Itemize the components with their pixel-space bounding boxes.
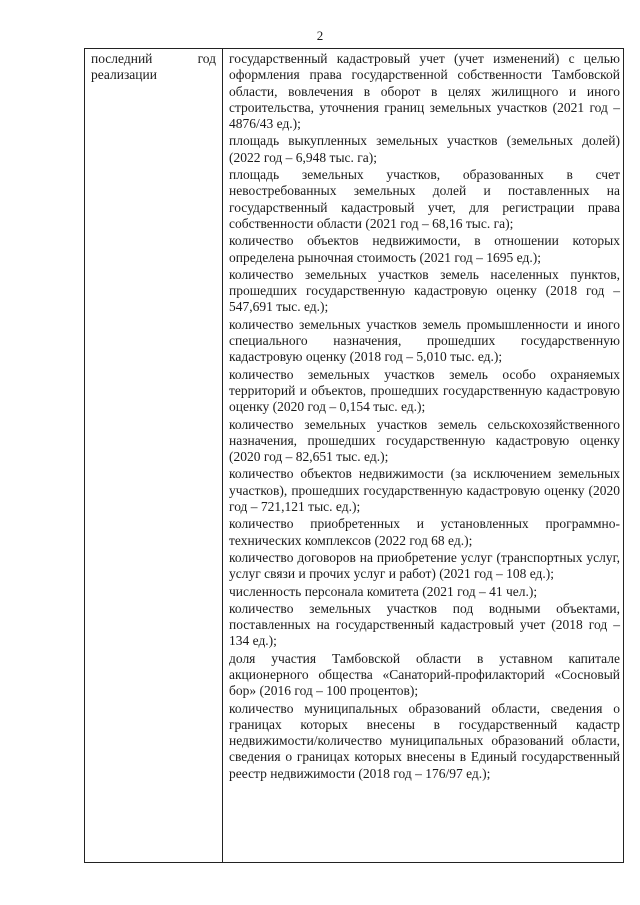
indicator-item: количество муниципальных образований области, сведения о границах которых внесены в государственный кадастр недвижимости/количество муниципальных образований области, сведения о границах которых внесены в Единый государственный реестр недвижимости (2018 год – 176/97 ед.); [229,700,620,781]
indicator-item: количество объектов недвижимости (за исключением земельных участков), прошедших государственную кадастровую оценку (2020 год – 721,121 тыс. ед.); [229,466,620,515]
period-label-word-last: последний [91,51,153,66]
period-label-word-implementation: реализации [91,67,157,82]
indicator-item: количество договоров на приобретение услуг (транспортных услуг, услуг связи и прочих услуг и работ) (2021 год – 108 ед.); [229,549,620,582]
indicator-item: количество земельных участков земель сельскохозяйственного назначения, прошедших государственную кадастровую оценку (2020 год – 82,651 тыс. ед.); [229,416,620,465]
indicator-item: государственный кадастровый учет (учет изменений) с целью оформления права государственной собственности Тамбовской области, вовлечения в оборот в целях жилищного и иного строительства, уточнения границ земельных участков (2021 год – 4876/43 ед.); [229,51,620,132]
period-label-line [91,51,216,67]
period-label-cell [85,49,222,83]
indicator-item: площадь земельных участков, образованных в счет невостребованных земельных долей и поставленных на государственный кадастровый учет, для регистрации права собственности области (2021 год – 68,16 тыс. га); [229,167,620,231]
indicator-item: количество земельных участков земель населенных пунктов, прошедших государственную кадастровую оценку (2018 год – 547,691 тыс. ед.); [229,266,620,315]
indicators-cell [223,49,624,782]
indicator-item: площадь выкупленных земельных участков (земельных долей) (2022 год – 6,948 тыс. га); [229,133,620,165]
indicator-item: количество приобретенных и установленных программно-технических комплексов (2022 год 68 ед.); [229,516,620,548]
program-passport-table [84,48,624,863]
indicator-item: количество объектов недвижимости, в отношении которых определена рыночная стоимость (2021 год – 1695 ед.); [229,233,620,265]
indicator-item: численность персонала комитета (2021 год – 41 чел.); [229,583,538,599]
period-label-word-year: год [197,51,216,66]
indicator-item: количество земельных участков под водными объектами, поставленных на государственный кадастровый учет (2018 год – 134 ед.); [229,600,620,649]
page-number: 2 [316,28,324,43]
indicator-item: количество земельных участков земель особо охраняемых территорий и объектов, прошедших государственную кадастровую оценку (2020 год – 0,154 тыс. ед.); [229,366,620,415]
indicator-item: количество земельных участков земель промышленности и иного специального назначения, прошедших государственную кадастровую оценку (2018 год – 5,010 тыс. ед.); [229,316,620,365]
indicator-item: доля участия Тамбовской области в уставном капитале акционерного общества «Санаторий-профилакторий «Сосновый бор» (2016 год – 100 процентов); [229,650,620,699]
